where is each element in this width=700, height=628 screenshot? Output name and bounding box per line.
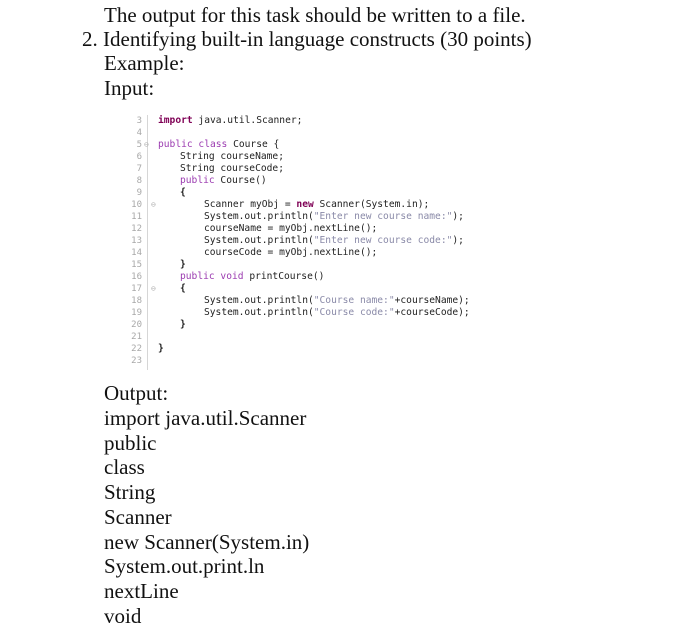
line-number: 20	[131, 320, 142, 330]
code-line-class: public class Course {	[158, 139, 280, 150]
intro-line: The output for this task should be written to a file.	[104, 3, 526, 27]
line-number: 12	[131, 224, 142, 234]
output-item: String	[104, 480, 156, 505]
task-number: 2.	[82, 27, 98, 51]
line-number: 3	[136, 116, 142, 126]
code-line-brace: {	[180, 283, 186, 294]
line-number: 9	[136, 188, 142, 198]
output-label: Output:	[104, 381, 169, 405]
code-line-assign-name: courseName = myObj.nextLine();	[204, 223, 378, 234]
code-line-scanner: Scanner myObj = new Scanner(System.in);	[204, 199, 430, 210]
fold-marker: ⊖	[144, 140, 149, 149]
line-number: 18	[131, 296, 142, 306]
line-number: 22	[131, 344, 142, 354]
fold-marker: ⊖	[151, 200, 156, 209]
code-line-import: import java.util.Scanner;	[158, 115, 303, 126]
code-line-brace: }	[180, 259, 186, 270]
code-line-println-code: System.out.println("Enter new course code:");	[204, 235, 464, 246]
code-screenshot	[120, 112, 540, 374]
output-item: nextLine	[104, 578, 179, 603]
line-number: 21	[131, 332, 142, 342]
line-number: 6	[136, 152, 142, 162]
output-item: new Scanner(System.in)	[104, 529, 310, 554]
code-line-method: public void printCourse()	[180, 271, 325, 282]
line-number: 13	[131, 236, 142, 246]
gutter-divider	[147, 115, 148, 370]
code-line-print-code: System.out.println("Course code:"+courseCode);	[204, 307, 470, 318]
line-number: 19	[131, 308, 142, 318]
line-number: 14	[131, 248, 142, 258]
line-number: 15	[131, 260, 142, 270]
code-line-field2: String courseCode;	[180, 163, 284, 174]
output-item: import java.util.Scanner	[104, 406, 307, 430]
task-title: Identifying built-in language constructs (30 points)	[103, 27, 532, 51]
code-line-brace: {	[180, 187, 186, 198]
input-label: Input:	[104, 76, 155, 100]
code-line-assign-code: courseCode = myObj.nextLine();	[204, 247, 378, 258]
line-number: 11	[131, 212, 142, 222]
output-item: System.out.print.ln	[104, 554, 265, 579]
output-item: public	[104, 430, 157, 455]
line-number: 5	[136, 140, 142, 150]
code-line-brace: }	[158, 343, 164, 354]
line-number: 7	[136, 164, 142, 174]
code-line-field1: String courseName;	[180, 151, 284, 162]
code-line-brace: }	[180, 319, 186, 330]
line-number: 23	[131, 356, 142, 366]
line-number: 4	[136, 128, 142, 138]
code-line-constructor: public Course()	[180, 175, 267, 186]
task-heading	[82, 27, 532, 51]
output-item: Scanner	[104, 504, 172, 529]
code-line-println-name: System.out.println("Enter new course name:");	[204, 211, 464, 222]
code-line-print-name: System.out.println("Course name:"+courseName);	[204, 295, 470, 306]
output-item: class	[104, 455, 145, 480]
line-number: 10	[131, 200, 142, 210]
output-item: void	[104, 603, 142, 628]
line-number: 16	[131, 272, 142, 282]
line-number: 8	[136, 176, 142, 186]
fold-marker: ⊖	[151, 284, 156, 293]
example-label: Example:	[104, 51, 185, 75]
line-number: 17	[131, 284, 142, 294]
